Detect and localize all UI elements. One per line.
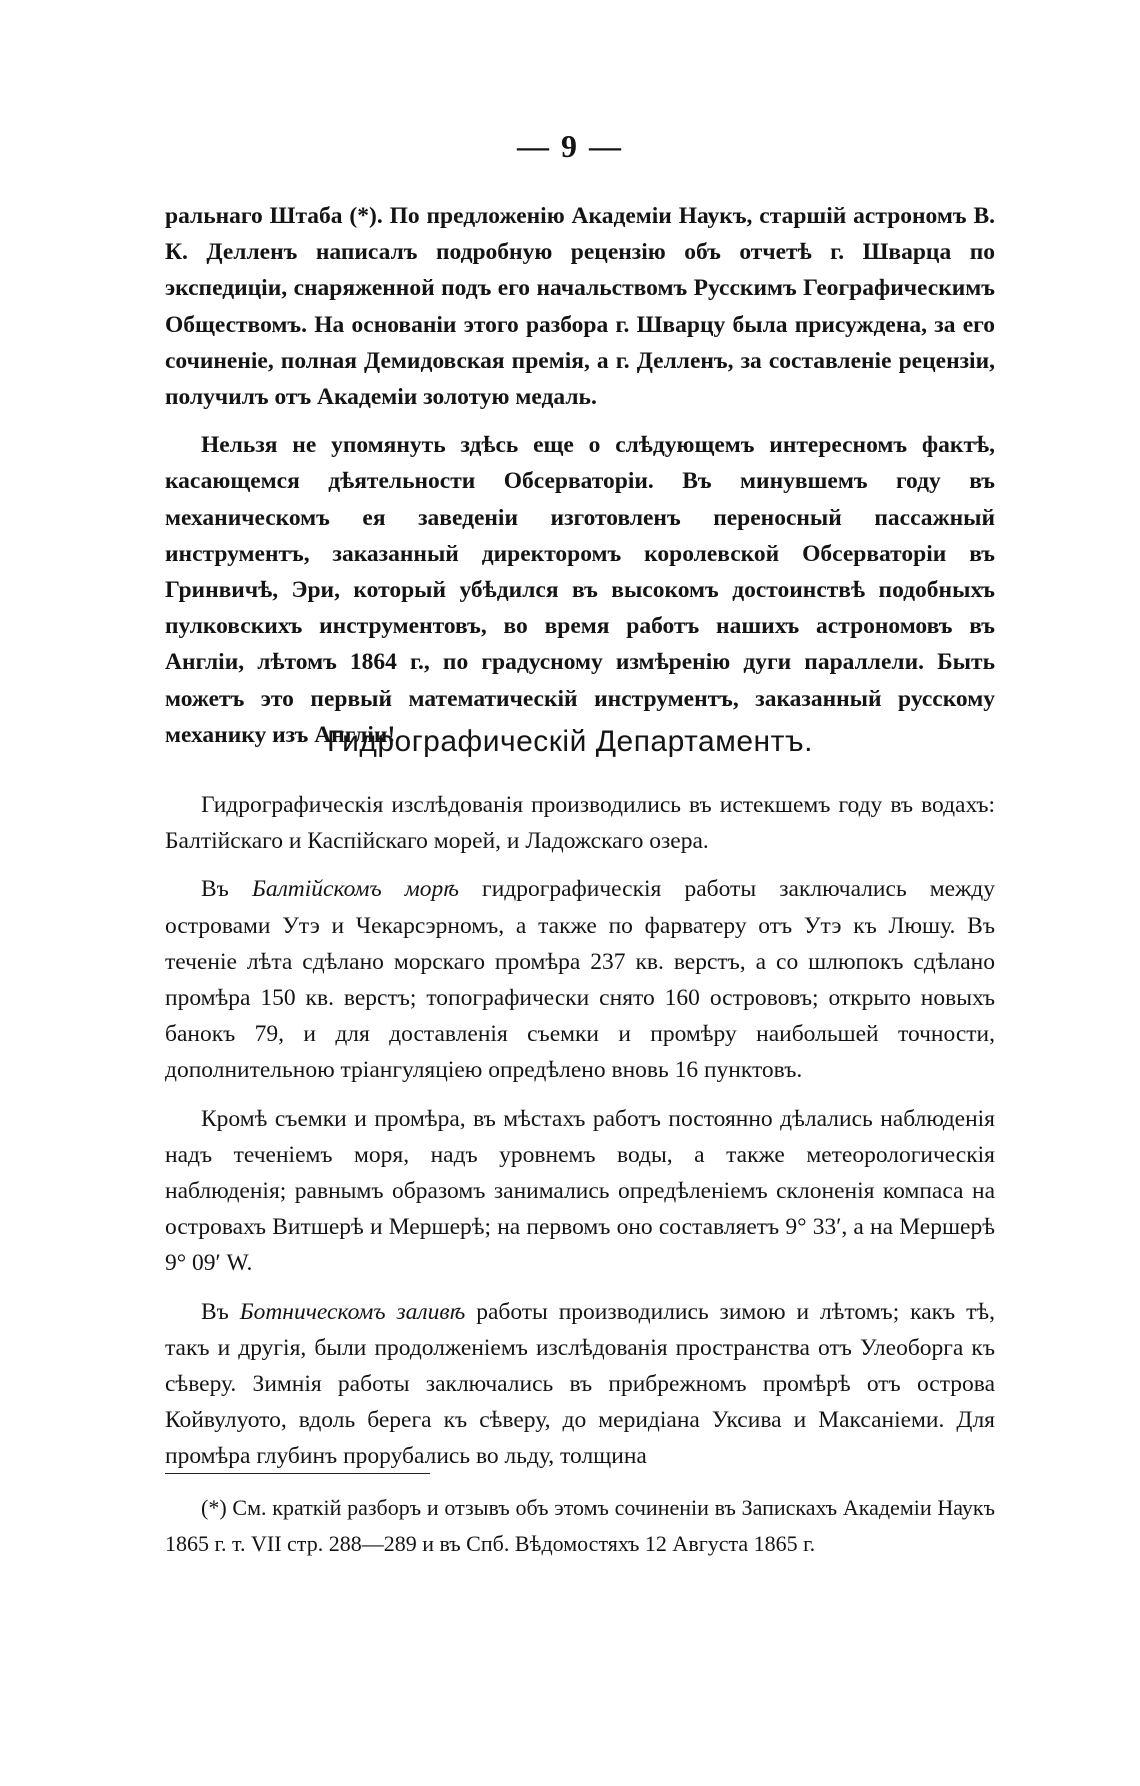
baltic-sea-term: Балтійскомъ морѣ bbox=[251, 876, 459, 903]
page-number: — 9 — bbox=[517, 128, 623, 164]
footnote: (*) См. краткій разборъ и отзывъ объ этомъ сочиненіи въ Запискахъ Академіи Наукъ 1865 г. т. VII стр. 288—289 и въ Спб. Вѣдомостяхъ 12 Августа 1865 г. bbox=[165, 1495, 995, 1556]
section-heading: Гидрографическій Департаментъ. bbox=[327, 725, 813, 758]
paragraph-2: Нельзя не упомянуть здѣсь еще о слѣдующемъ интересномъ фактѣ, касающемся дѣятельности Обсерваторіи. Въ минувшемъ году въ механическомъ ея заведеніи изготовленъ переносный пассажный инструментъ, заказанный директоромъ королевской Обсерваторіи въ Гринвичѣ, Эри, который убѣдился въ высокомъ достоинствѣ подобныхъ пулковскихъ инструментовъ, во время работъ нашихъ астрономовъ въ Англіи, лѣтомъ 1864 г., по градусному измѣренію дуги параллели. Быть можетъ это первый математическій инструментъ, заказанный русскому механику изъ Англіи! bbox=[165, 432, 995, 748]
section-paragraph-4 bbox=[165, 1294, 995, 1475]
top-text-block bbox=[165, 198, 995, 765]
paragraph-1: ральнаго Штаба (*). По предложенію Академіи Наукъ, старшій астрономъ В. К. Делленъ написалъ подробную рецензію объ отчетѣ г. Шварца по экспедиціи, снаряженной подъ его начальствомъ Русскимъ Географическимъ Обществомъ. На основаніи этого разбора г. Шварцу была присуждена, за его сочиненіе, полная Демидовская премія, а г. Делленъ, за составленіе рецензіи, получилъ отъ Академіи золотую медаль. bbox=[165, 203, 995, 411]
section-paragraph-4-start: Въ bbox=[201, 1298, 240, 1325]
section-paragraph-1: Гидрографическія изслѣдованія производились въ истекшемъ году въ водахъ: Балтійскаго и Каспійскаго морей, и Ладожскаго озера. bbox=[165, 792, 995, 855]
bothnian-gulf-term: Ботническомъ заливѣ bbox=[239, 1298, 466, 1325]
footnote-divider bbox=[165, 1473, 430, 1474]
section-paragraph-2-start: Въ bbox=[201, 876, 252, 903]
section-paragraph-3: Кромѣ съемки и промѣра, въ мѣстахъ работъ постоянно дѣлались наблюденія надъ теченіемъ моря, надъ уровнемъ воды, а также метеорологическія наблюденія; равнымъ образомъ занимались опредѣленіемъ склоненія компаса на островахъ Витшерѣ и Мершерѣ; на первомъ оно составляетъ 9° 33′, а на Мершерѣ 9° 09′ W. bbox=[165, 1105, 995, 1277]
section-paragraph-4-rest: работы производились зимою и лѣтомъ; какъ тѣ, такъ и другія, были продолженіемъ изслѣдованія пространства отъ Улеоборга къ сѣверу. Зимнія работы заключались въ прибрежномъ промѣрѣ отъ острова Койвулуото, вдоль берега къ сѣверу, до меридіана Уксива и Максаніеми. Для промѣра глубинъ прорубались во льду, толщина bbox=[165, 1298, 995, 1470]
section-paragraph-2 bbox=[165, 871, 995, 1088]
section-paragraph-2-rest: гидрографическія работы заключались между островами Утэ и Чекарсэрномъ, а также по фарватеру отъ Утэ къ Люшу. Въ теченіе лѣта сдѣлано морскаго промѣра 237 кв. верстъ, а со шлюпокъ сдѣлано промѣра 150 кв. верстъ; топографически снято 160 острововъ; открыто новыхъ банокъ 79, и для доставленія съемки и промѣру наибольшей точности, дополнительною тріангуляціею опредѣлено вновь 16 пунктовъ. bbox=[165, 876, 996, 1084]
section-text-block bbox=[165, 787, 995, 1487]
